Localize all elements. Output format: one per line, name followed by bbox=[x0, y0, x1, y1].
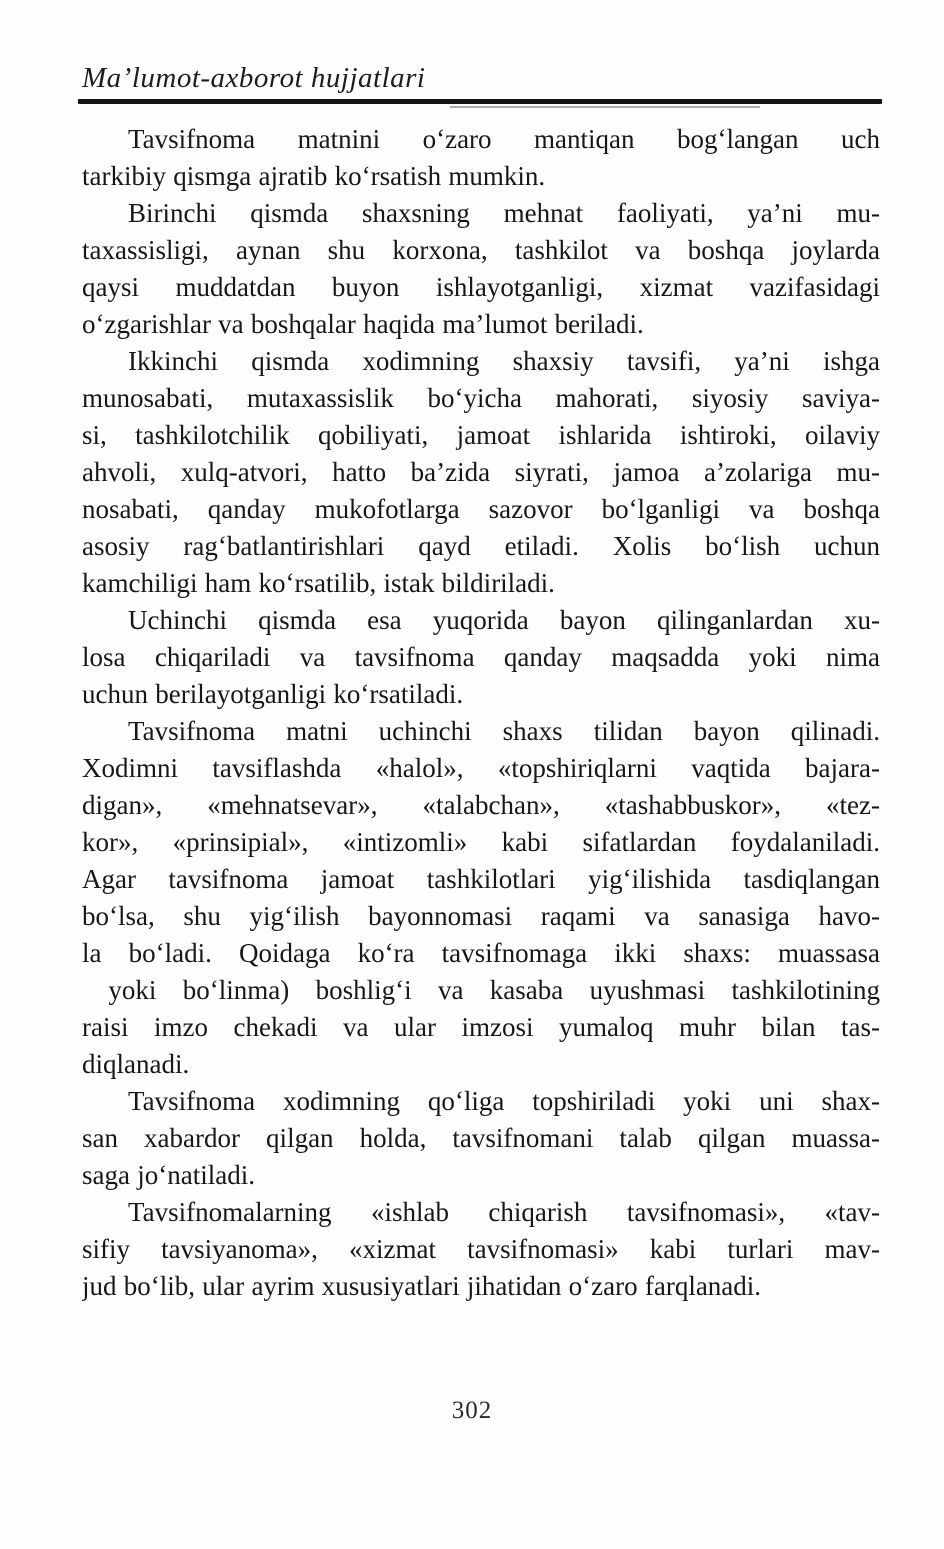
text-line: Xodimni tavsiflashda «halol», «topshiriqlarni vaqtida bajara- bbox=[82, 753, 880, 783]
text-line: taxassisligi, aynan shu korxona, tashkilot va boshqa joylarda bbox=[82, 235, 880, 265]
text-line: san xabardor qilgan holda, tavsifnomani talab qilgan muassa- bbox=[82, 1123, 880, 1153]
text-line: o‘zgarishlar va boshqalar haqida ma’lumot beriladi. bbox=[82, 309, 644, 339]
text-line: uchun berilayotganligi ko‘rsatiladi. bbox=[82, 679, 464, 709]
header-rule bbox=[78, 99, 882, 104]
paragraph bbox=[82, 602, 880, 713]
text-line: Birinchi qismda shaxsning mehnat faoliyati, ya’ni mu- bbox=[128, 198, 880, 228]
running-header: Ma’lumot-axborot hujjatlari bbox=[82, 62, 426, 94]
paragraph bbox=[82, 343, 880, 602]
text-line: si, tashkilotchilik qobiliyati, jamoat ishlarida ishtiroki, oilaviy bbox=[82, 420, 880, 450]
body-text bbox=[82, 121, 880, 1305]
text-line: Tavsifnoma xodimning qo‘liga topshiriladi yoki uni shax- bbox=[128, 1086, 880, 1116]
paragraph bbox=[82, 713, 880, 1083]
text-line: kor», «prinsipial», «intizomli» kabi sifatlardan foydalaniladi. bbox=[82, 827, 880, 857]
text-line: Tavsifnomalarning «ishlab chiqarish tavsifnomasi», «tav- bbox=[128, 1197, 880, 1227]
text-line: digan», «mehnatsevar», «talabchan», «tashabbuskor», «tez- bbox=[82, 790, 880, 820]
text-line: kamchiligi ham ko‘rsatilib, istak bildiriladi. bbox=[82, 568, 555, 598]
text-line: asosiy rag‘batlantirishlari qayd etiladi. Xolis bo‘lish uchun bbox=[82, 531, 880, 561]
paragraph bbox=[82, 1194, 880, 1305]
text-line: nosabati, qanday mukofotlarga sazovor bo‘lganligi va boshqa bbox=[82, 494, 880, 524]
page-number: 302 bbox=[451, 1397, 493, 1424]
text-line: yoki bo‘linma) boshlig‘i va kasaba uyushmasi tashkilotining bbox=[82, 975, 880, 1005]
text-line: saga jo‘natiladi. bbox=[82, 1160, 255, 1190]
text-line: Uchinchi qismda esa yuqorida bayon qilinganlardan xu- bbox=[128, 605, 880, 635]
text-line: ahvoli, xulq-atvori, hatto ba’zida siyrati, jamoa a’zolariga mu- bbox=[82, 457, 880, 487]
text-line: Tavsifnoma matnini o‘zaro mantiqan bog‘langan uch bbox=[128, 124, 880, 154]
paragraph bbox=[82, 121, 880, 195]
text-line: munosabati, mutaxassislik bo‘yicha mahorati, siyosiy saviya- bbox=[82, 383, 880, 413]
text-line: jud bo‘lib, ular ayrim xususiyatlari jihatidan o‘zaro farqlanadi. bbox=[82, 1271, 762, 1301]
text-line: Tavsifnoma matni uchinchi shaxs tilidan bayon qilinadi. bbox=[128, 716, 880, 746]
text-line: bo‘lsa, shu yig‘ilish bayonnomasi raqami va sanasiga havo- bbox=[82, 901, 880, 931]
text-line: qaysi muddatdan buyon ishlayotganligi, xizmat vazifasidagi bbox=[82, 272, 880, 302]
text-line: diqlanadi. bbox=[82, 1049, 190, 1079]
text-line: tarkibiy qismga ajratib ko‘rsatish mumkin. bbox=[82, 161, 546, 191]
text-line: la bo‘ladi. Qoidaga ko‘ra tavsifnomaga ikki shaxs: muassasa bbox=[82, 938, 880, 968]
header-rule-scan-artifact bbox=[450, 106, 760, 108]
text-line: raisi imzo chekadi va ular imzosi yumaloq muhr bilan tas- bbox=[82, 1012, 880, 1042]
paragraph bbox=[82, 195, 880, 343]
text-line: losa chiqariladi va tavsifnoma qanday maqsadda yoki nima bbox=[82, 642, 880, 672]
text-line: Ikkinchi qismda xodimning shaxsiy tavsifi, ya’ni ishga bbox=[128, 346, 880, 376]
text-line: Agar tavsifnoma jamoat tashkilotlari yig‘ilishida tasdiqlangan bbox=[82, 864, 880, 894]
text-line: sifiy tavsiyanoma», «xizmat tavsifnomasi» kabi turlari mav- bbox=[82, 1234, 880, 1264]
paragraph bbox=[82, 1083, 880, 1194]
